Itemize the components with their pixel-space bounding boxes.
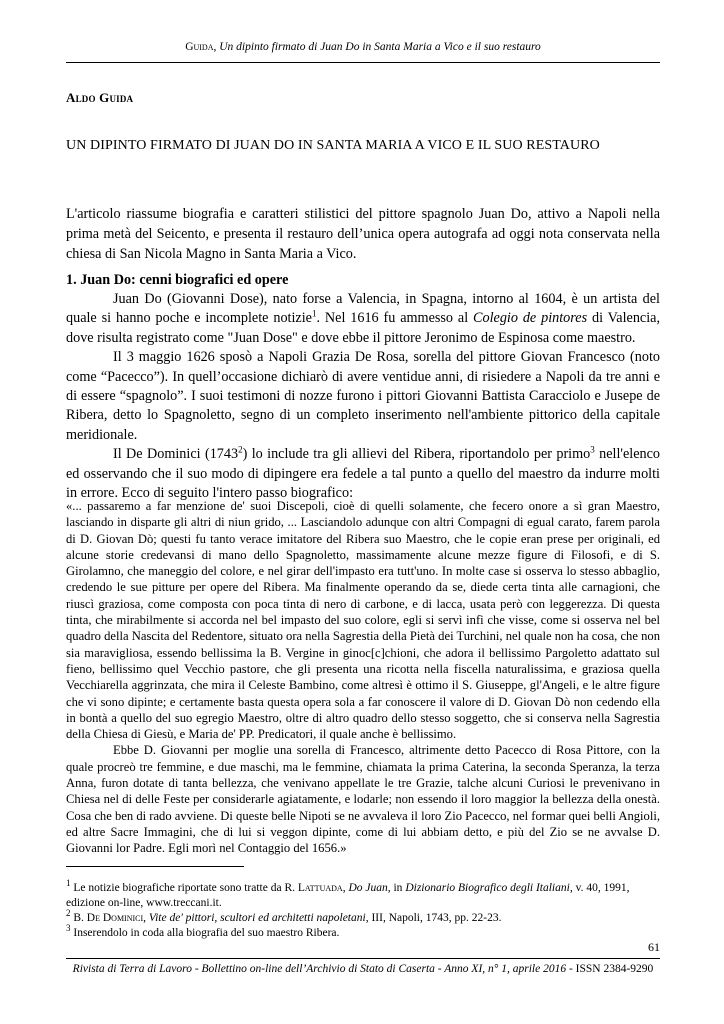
body-text — [66, 290, 660, 503]
footer-rule — [66, 958, 660, 959]
footnote-2-comma: , — [143, 912, 149, 924]
footnote-1-comma: , — [342, 882, 349, 894]
running-header — [66, 40, 660, 54]
running-header-title: Un dipinto firmato di Juan Do in Santa Maria a Vico e il suo restauro — [219, 41, 541, 53]
footnote-3-text: Inserendolo in coda alla biografia del suo maestro Ribera. — [70, 927, 340, 939]
footnote-ref-3[interactable]: 3 — [590, 444, 595, 455]
quote-paragraph-2: Ebbe D. Giovanni per moglie una sorella di Francesco, altrimente detto Pacecco di Rosa Pittore, con la quale procreò tre femmine, e due maschi, ma le femmine, chiamata la prima Caterina, la seconda Speranza, la terza Anna, furon dotate di tanta bellezza, che venivano appellate le tre Grazie, talche alcuni Curiosi le prevenivano in Chiesa nel di delle Feste per considerarle agiatamente, e lodarle; non essendo il loro maggior la bellezza della onestà. Cosa che ben di rado avviene. Di queste belle Nipoti se ne avvaleva il loro Zio Pacecco, nel formar quei belli Angioli, ed altre Sacre Immagini, che di lui si veggon dipinte, come di lui abbiam detto, e più del Zio se ne avvalse D. Giovanni lor Padre. Egli morì nel Contaggio del 1656.» — [66, 743, 660, 856]
paragraph-1 — [66, 290, 660, 348]
footnote-2-text-a: B. — [70, 912, 87, 924]
running-footer-text: Rivista di Terra di Lavoro - Bollettino on-line dell’Archivio di Stato di Caserta - Anno XI, n° 1, aprile 2016 — [72, 963, 569, 975]
footnote-1-work: Dizionario Biografico degli Italiani, — [405, 882, 573, 894]
footnotes — [66, 878, 660, 941]
footnote-1-title: Do Juan — [348, 882, 388, 894]
paragraph-2: Il 3 maggio 1626 sposò a Napoli Grazia De Rosa, sorella del pittore Giovan Francesco (noto come “Pacecco”). In quell’occasione dichiarò di avere ventidue anni, di risiedere a Napoli da tre anni e di essere “spagnolo”. I suoi testimoni di nozze furono i pittori Giovanni Battista Caracciolo e Jusepe de Ribera, detto lo Spagnoletto, segno di un completo inserimento nell'ambiente pittorico della capitale meridionale. — [66, 349, 660, 443]
footnote-1-text-a: Le notizie biografiche riportate sono tratte da R. — [70, 882, 298, 894]
footnote-1-number: 1 — [66, 878, 71, 889]
footnote-2-author: De Dominici — [86, 912, 144, 924]
footnote-1-author: Lattuada — [297, 882, 343, 894]
footnote-1-text-b: , in — [387, 882, 406, 894]
abstract: L'articolo riassume biografia e caratteri stilistici del pittore spagnolo Juan Do, attivo a Napoli nella prima metà del Seicento, e presenta il restauro dell’unica opera autografa ad oggi nota conservata nella chiesa di San Nicola Magno in Santa Maria a Vico. — [66, 206, 660, 262]
footnote-3-number: 3 — [66, 923, 71, 934]
paragraph-1-text-c: di Valencia, dove risulta registrato come "Juan Dose" e dove ebbe il pittore Jeronimo de Espinosa come maestro. — [66, 310, 661, 346]
paragraph-1-text-a: Juan Do (Giovanni Dose), nato forse a Valencia, in Spagna, intorno al 1604, è un artista del quale si hanno poche e incomplete notizie — [66, 291, 660, 327]
quote-paragraph-1: «... passaremo a far menzione de' suoi Discepoli, cioè di quelli solamente, che fecero onore a sì gran Maestro, lasciando in disparte gli altri di niun grido, ... Lasciandolo adunque con altri Compagni di egual carato, farem parola di D. Giovan Dò; questi fu tanto verace imitatore del Ribera suo Maestro, che le copie eran prese per originali, ed alcune storie credevansi di mano dello Spagnoletto, massimamente alcune mezze figure di Filosofi, e di S. Girolamno, che maneggio del colore, e nel girar dell'impasto era tutt'uno. In molte case si osserva lo stesso abbaglio, credendo le sue pitture per opere del Ribera. Ma finalmente operando da se, diede certa tinta alle carnagioni, che riuscì graziosa, come composta con poca tinta di nero di carbone, e di lacca, usata però con leggerezza. Di questa tinta, che mirabilmente si accorda nel bel impasto del suo colore, egli si servì infì che visse, come si osserva nel bel quadro della Nascita del Redentore, situato ora nella Sagrestia della Pietà dei Turchini, nel quale non ha cosa, che non sia maravigliosa, essendo bellissima la B. Vergine in ginoc[c]chioni, che adora il bellissimo Pargoletto adattato sul fieno, bellissimo quel Vecchio pastore, che gli presenta una ricotta nella fiscella naturalissima, e graziosa quella Vecchiarella aggrinzata, che mira il Celeste Bambino, come altresì è ottimo il S. Giuseppe, gl'Angeli, e le altre figure che vi sono dipinte; e certamente basta questa opera sola a far conoscere il valore di D. Giovan Dò non cedendo ella in bontà a quello del suo egregio Maestro, oltre di altro quadro dello stesso soggetto, che si conserva nella Sagrestia della Chiesa di Giesù, e Maria de' PP. Predicatori, il quale anche è bellissimo. — [66, 499, 660, 742]
block-quote — [66, 498, 660, 857]
footnote-2 — [66, 908, 660, 926]
running-header-separator: , — [213, 41, 220, 53]
footnote-3 — [66, 923, 660, 941]
header-rule — [66, 62, 660, 63]
section-heading: 1. Juan Do: cenni biografici ed opere — [66, 272, 289, 288]
footnote-2-title: Vite de' pittori, scultori ed architetti napoletani — [148, 912, 366, 924]
footnote-ref-1[interactable]: 1 — [311, 308, 317, 319]
footnote-1-text-c: v. 40, 1991, edizione on-line, www.treccani.it. — [66, 882, 630, 909]
author-name: Aldo Guida — [66, 90, 134, 105]
running-header-author: Guida — [185, 41, 214, 53]
footnote-2-text-b: , III, Napoli, 1743, pp. 22-23. — [365, 912, 502, 924]
footnote-2-number: 2 — [66, 908, 71, 919]
paragraph-3-text-a: Il De Dominici (1743 — [113, 446, 239, 463]
running-footer-issn: - ISSN 2384-9290 — [568, 963, 654, 975]
article-title: UN DIPINTO FIRMATO DI JUAN DO IN SANTA MARIA A VICO E IL SUO RESTAURO — [66, 138, 600, 153]
footnote-ref-2[interactable]: 2 — [238, 444, 243, 455]
paragraph-3 — [66, 445, 660, 503]
footnote-1 — [66, 878, 660, 911]
running-footer — [66, 962, 660, 976]
paragraph-3-text-b: ) lo include tra gli allievi del Ribera, riportandolo per primo — [242, 446, 591, 463]
paragraph-1-text-b: . Nel 1616 fu ammesso al — [316, 310, 474, 327]
paragraph-1-italic: Colegio de pintores — [473, 310, 588, 327]
page-number: 61 — [648, 940, 660, 954]
paragraph-3-text-c: nell'elenco ed osservando che il suo modo di dipingere era fedele a tal punto a quello del maestro da indurre molti in errore. Ecco di seguito l'intero passo biografico: — [66, 446, 660, 502]
footnote-rule — [66, 866, 244, 867]
